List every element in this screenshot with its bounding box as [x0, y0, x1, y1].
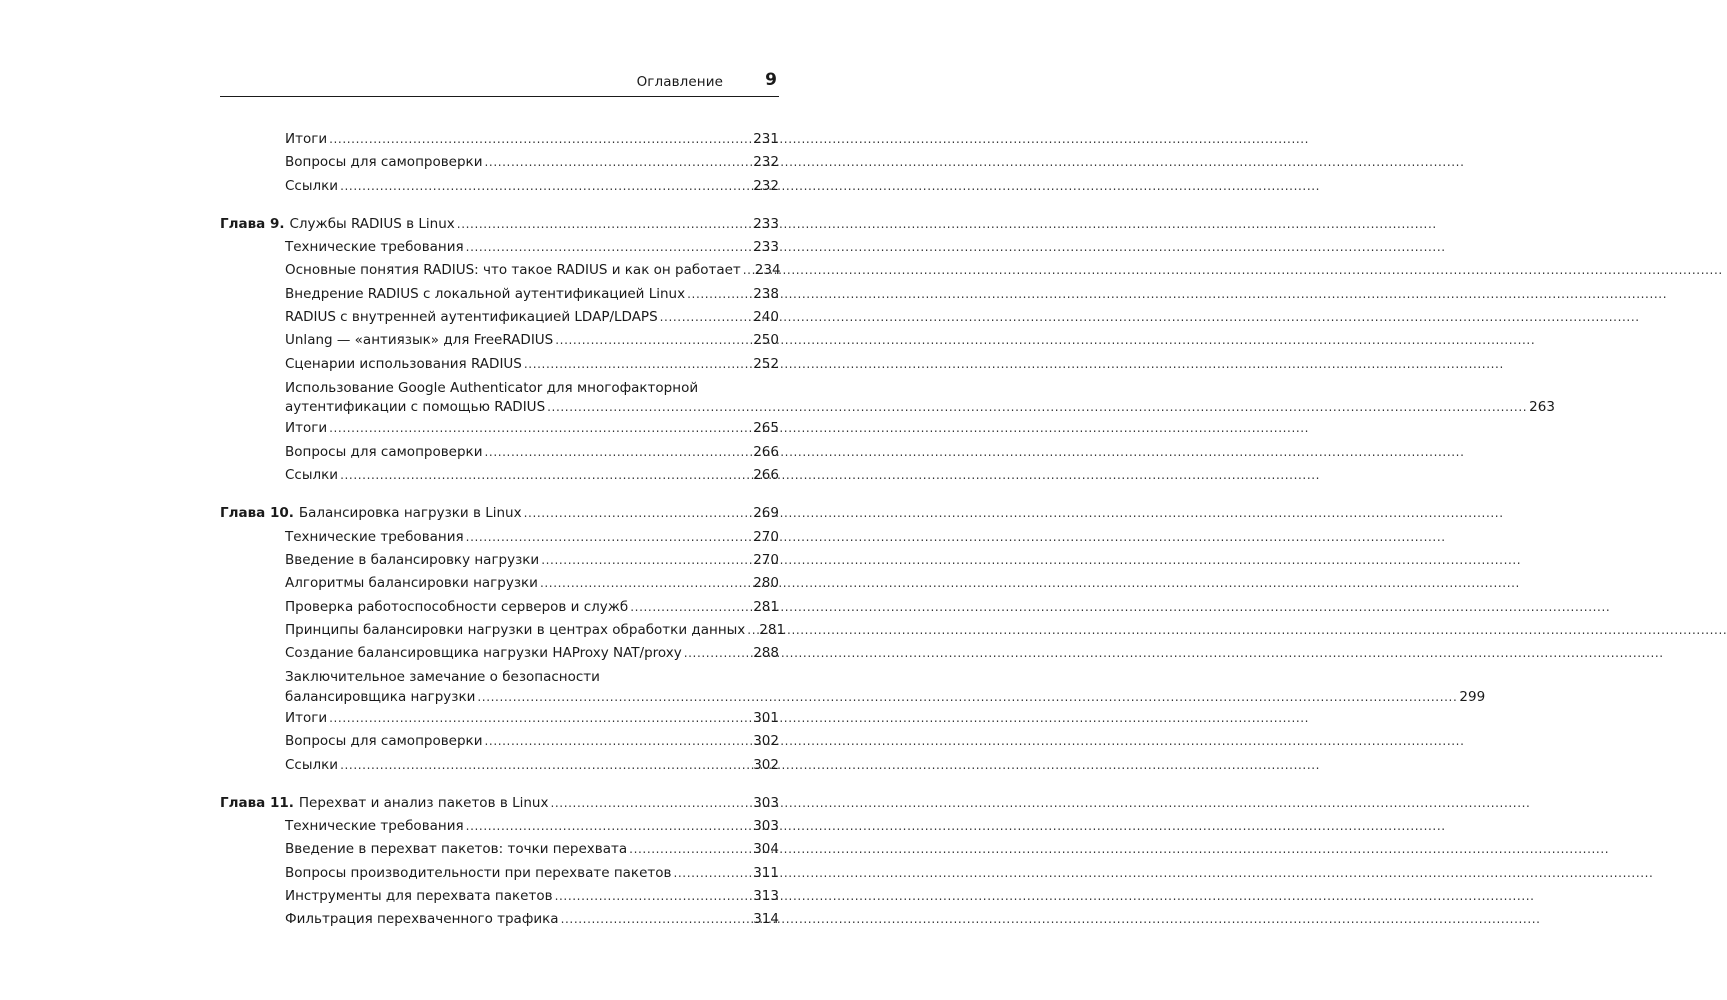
toc-section-entry[interactable]: [220, 353, 779, 376]
page-ref: 269: [753, 505, 779, 522]
section-title: Алгоритмы балансировки нагрузки: [285, 575, 538, 592]
dot-leader: [555, 329, 751, 352]
toc-section-entry[interactable]: [220, 417, 779, 440]
dot-leader: [466, 815, 752, 838]
dot-leader: [555, 885, 752, 908]
dot-leader: [329, 707, 751, 730]
page-ref: 303: [753, 818, 779, 835]
dot-leader: [466, 526, 752, 549]
toc-section-entry[interactable]: [220, 572, 779, 595]
page-ref: 302: [753, 733, 779, 750]
page-ref: 263: [1529, 399, 1555, 416]
toc-section-entry[interactable]: [220, 329, 779, 352]
dot-leader: [743, 259, 753, 282]
section-title-line-2: аутентификации с помощью RADIUS: [285, 399, 546, 416]
chapter-number: Глава 11.: [220, 794, 294, 811]
page-ref: 233: [753, 239, 779, 256]
page-ref: 233: [753, 215, 779, 232]
page-ref: 302: [753, 756, 779, 773]
section-title: Фильтрация перехваченного трафика: [285, 911, 559, 928]
page-ref: 231: [753, 131, 779, 147]
section-title: Создание балансировщика нагрузки HAProxy NAT/proxy: [285, 645, 682, 662]
toc-section-entry[interactable]: [220, 175, 779, 198]
page-ref: 232: [753, 154, 779, 171]
page-ref: 314: [753, 911, 779, 928]
toc-section-entry[interactable]: [220, 283, 779, 306]
dot-leader: [541, 549, 751, 572]
toc-section-entry[interactable]: [220, 441, 779, 464]
running-header: [220, 70, 779, 97]
section-title: Сценарии использования RADIUS: [285, 355, 522, 372]
page-ref: 270: [753, 528, 779, 545]
page-ref: 250: [753, 332, 779, 349]
toc-section-entry[interactable]: [220, 376, 1555, 418]
section-title: Ссылки: [285, 467, 339, 484]
page-ref: 266: [753, 443, 779, 460]
page-ref: 234: [754, 262, 781, 279]
page-ref: 299: [1459, 688, 1486, 705]
dot-leader: [747, 619, 757, 642]
running-header-title: Оглавление: [636, 74, 723, 90]
dot-leader: [547, 397, 1527, 417]
section-title: Вопросы для самопроверки: [285, 733, 483, 750]
page-ref: 238: [753, 285, 779, 302]
dot-leader: [477, 687, 1457, 707]
section-title: Принципы балансировки нагрузки в центрах обработки данных: [285, 621, 746, 638]
section-title: Итоги: [285, 709, 328, 726]
page-ref: 232: [753, 177, 779, 194]
page-ref: 288: [753, 645, 779, 662]
dot-leader: [340, 464, 751, 487]
toc-section-entry[interactable]: [220, 236, 779, 259]
section-title: Вопросы для самопроверки: [285, 154, 483, 171]
section-title: Вопросы производительности при перехвате пакетов: [285, 864, 672, 881]
chapter-title: Балансировка нагрузки в Linux: [298, 505, 522, 522]
toc-section-entry[interactable]: [220, 526, 779, 549]
section-title: Итоги: [285, 420, 328, 437]
dot-leader: [660, 306, 752, 329]
section-title: Ссылки: [285, 177, 339, 194]
section-title: Введение в балансировку нагрузки: [285, 551, 540, 568]
dot-leader: [550, 792, 751, 815]
section-title: Итоги: [285, 131, 328, 147]
dot-leader: [329, 417, 751, 440]
dot-leader: [540, 572, 751, 595]
toc-section-entry[interactable]: [220, 730, 779, 753]
dot-leader: [687, 283, 751, 306]
page-ref: 240: [753, 309, 779, 326]
chapter-title: Службы RADIUS в Linux: [289, 215, 455, 232]
toc-section-entry[interactable]: [220, 549, 779, 572]
dot-leader: [524, 353, 751, 376]
section-title: Инструменты для перехвата пакетов: [285, 888, 553, 905]
section-title: Ссылки: [285, 756, 339, 773]
page-ref: 270: [753, 551, 779, 568]
dot-leader: [484, 730, 751, 753]
section-title: Технические требования: [285, 528, 464, 545]
toc-section-entry[interactable]: [220, 815, 779, 838]
section-title: Основные понятия RADIUS: что такое RADIUS и как он работает: [285, 262, 741, 279]
toc-section-entry[interactable]: [220, 908, 779, 931]
section-title: Технические требования: [285, 239, 464, 256]
page-ref: 303: [753, 794, 779, 811]
toc-section-entry[interactable]: [220, 665, 1486, 707]
toc-section-entry[interactable]: [220, 885, 779, 908]
toc-section-entry[interactable]: [220, 754, 779, 777]
section-title-line-2: балансировщика нагрузки: [285, 688, 476, 705]
dot-leader: [466, 236, 752, 259]
toc-section-entry[interactable]: [220, 838, 779, 861]
chapter-number: Глава 10.: [220, 505, 294, 522]
toc-chapter-entry[interactable]: [220, 213, 779, 236]
section-title: RADIUS с внутренней аутентификацией LDAP/LDAPS: [285, 309, 658, 326]
dot-leader: [340, 754, 751, 777]
section-title-line-1: Заключительное замечание о безопасности: [285, 669, 600, 686]
dot-leader: [457, 213, 751, 236]
toc-section-entry[interactable]: [220, 707, 779, 730]
dot-leader: [329, 128, 751, 151]
toc-section-entry[interactable]: [220, 464, 779, 487]
dot-leader: [524, 502, 752, 525]
dot-leader: [340, 175, 751, 198]
page-ref: 281: [753, 598, 779, 615]
dot-leader: [629, 838, 751, 861]
toc-section-entry[interactable]: [220, 151, 779, 174]
dot-leader: [684, 642, 752, 665]
page-number: 9: [765, 70, 777, 90]
section-title: Проверка работоспособности серверов и служб: [285, 598, 629, 615]
chapter-number: Глава 9.: [220, 215, 285, 232]
dot-leader: [484, 441, 751, 464]
section-title: Внедрение RADIUS с локальной аутентификацией Linux: [285, 285, 686, 302]
toc-section-entry[interactable]: [220, 619, 786, 642]
section-title: Технические требования: [285, 818, 464, 835]
page-ref: 304: [753, 841, 779, 858]
section-title: Введение в перехват пакетов: точки перехвата: [285, 841, 628, 858]
dot-leader: [484, 151, 751, 174]
section-title-line-1: Использование Google Authenticator для многофакторной: [285, 379, 699, 396]
chapter-title: Перехват и анализ пакетов в Linux: [298, 794, 549, 811]
page-ref: 281: [759, 621, 786, 638]
page-ref: 311: [753, 864, 779, 881]
page-ref: 280: [753, 575, 779, 592]
dot-leader: [630, 596, 751, 619]
section-title: Unlang — «антиязык» для FreeRADIUS: [285, 332, 554, 349]
page-ref: 252: [753, 355, 779, 372]
page-ref: 313: [753, 888, 779, 905]
section-title: Вопросы для самопроверки: [285, 443, 483, 460]
page-ref: 266: [753, 467, 779, 484]
toc-section-entry[interactable]: [220, 259, 779, 282]
dot-leader: [673, 862, 751, 885]
toc-section-entry[interactable]: [220, 596, 779, 619]
dot-leader: [561, 908, 752, 931]
toc-section-entry[interactable]: [220, 128, 779, 151]
toc-section-entry[interactable]: [220, 862, 779, 885]
table-of-contents: [220, 128, 1555, 932]
toc-chapter-entry[interactable]: [220, 792, 779, 815]
toc-section-entry[interactable]: [220, 306, 779, 329]
toc-section-entry[interactable]: [220, 642, 779, 665]
page-ref: 301: [753, 709, 779, 726]
page-ref: 265: [753, 420, 779, 437]
toc-chapter-entry[interactable]: [220, 502, 779, 525]
